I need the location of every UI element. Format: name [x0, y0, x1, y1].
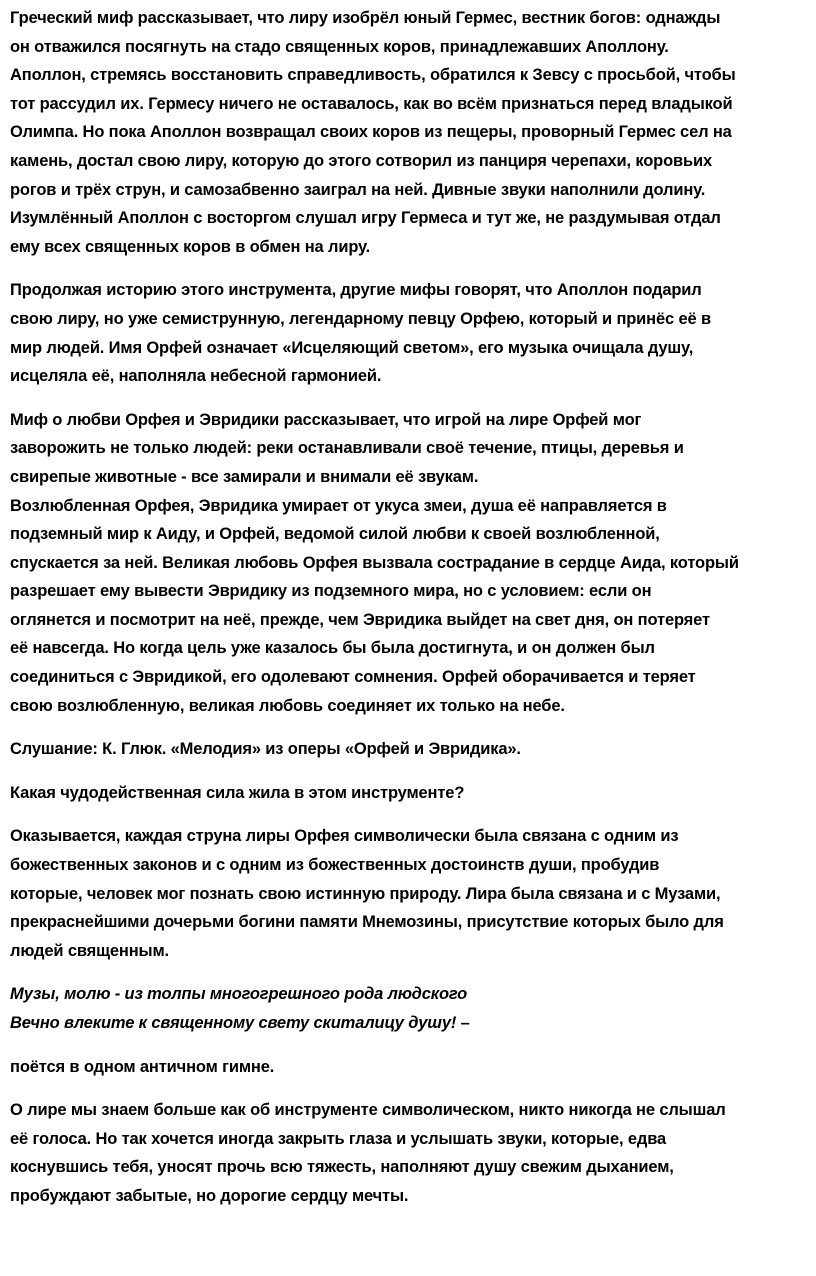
- text-line: Продолжая историю этого инструмента, другие мифы говорят, что Аполлон подарил: [10, 281, 702, 300]
- paragraph-orpheus-eurydice-love: [10, 406, 814, 492]
- text-line: Какая чудодейственная сила жила в этом инструменте?: [10, 783, 465, 802]
- text-line: ему всех священных коров в обмен на лиру.: [10, 237, 371, 256]
- text-line: пробуждают забытые, но дорогие сердцу мечты.: [10, 1186, 409, 1205]
- text-line: божественных законов и с одним из божественных достоинств души, пробудив: [10, 856, 660, 875]
- quote-dash: –: [456, 1014, 470, 1032]
- text-line: свою возлюбленную, великая любовь соединяет их только на небе.: [10, 696, 565, 715]
- paragraph-lyre-strings: [10, 822, 814, 965]
- text-line: прекраснейшими дочерьми богини памяти Мнемозины, присутствие которых было для: [10, 913, 724, 932]
- text-line: поётся в одном античном гимне.: [10, 1057, 275, 1076]
- text-line: Возлюбленная Орфея, Эвридика умирает от укуса змеи, душа её направляется в: [10, 496, 667, 515]
- text-line: спускается за ней. Великая любовь Орфея вызвала сострадание в сердце Аида, который: [10, 553, 739, 572]
- text-line: Миф о любви Орфея и Эвридики рассказывает, что игрой на лире Орфей мог: [10, 410, 642, 429]
- text-line: О лире мы знаем больше как об инструменте символическом, никто никогда не слышал: [10, 1101, 726, 1120]
- text-line: коснувшись тебя, уносят прочь всю тяжесть, наполняют душу свежим дыханием,: [10, 1158, 674, 1177]
- text-line: свирепые животные - все замирали и внимали её звукам.: [10, 467, 479, 486]
- text-line: Оказывается, каждая струна лиры Орфея символически была связана с одним из: [10, 827, 679, 846]
- text-line: заворожить не только людей: реки останавливали своё течение, птицы, деревья и: [10, 439, 684, 458]
- text-line: разрешает ему вывести Эвридику из подземного мира, но с условием: если он: [10, 582, 652, 601]
- text-line: мир людей. Имя Орфей означает «Исцеляющий светом», его музыка очищала душу,: [10, 338, 694, 357]
- text-line: соединиться с Эвридикой, его одолевают сомнения. Орфей оборачивается и теряет: [10, 668, 696, 687]
- text-line: Олимпа. Но пока Аполлон возвращал своих коров из пещеры, проворный Гермес сел на: [10, 123, 732, 142]
- text-line: Слушание: К. Глюк. «Мелодия» из оперы «Орфей и Эвридика».: [10, 740, 521, 759]
- text-line: которые, человек мог познать свою истинную природу. Лира была связана и с Музами,: [10, 884, 721, 903]
- text-line: свою лиру, но уже семиструнную, легендарному певцу Орфею, который и принёс её в: [10, 309, 711, 328]
- text-line: камень, достал свою лиру, которую до этого сотворил из панциря черепахи, коровьих: [10, 151, 713, 170]
- paragraph-orpheus-lyre: [10, 276, 814, 390]
- text-line: её голоса. Но так хочется иногда закрыть глаза и услышать звуки, которые, едва: [10, 1129, 667, 1148]
- text-line: Изумлённый Аполлон с восторгом слушал игру Гермеса и тут же, не раздумывая отдал: [10, 209, 721, 228]
- quote-text: Вечно влеките к священному свету скиталицу душу!: [10, 1014, 457, 1032]
- text-line: её навсегда. Но когда цель уже казалось бы была достигнута, и он должен был: [10, 639, 655, 658]
- text-line: он отважился посягнуть на стадо священных коров, принадлежавших Аполлону.: [10, 37, 669, 56]
- hymn-quote: [10, 980, 814, 1037]
- document-page: [10, 4, 814, 1226]
- paragraph-eurydice-underworld: [10, 492, 814, 721]
- paragraph-final: [10, 1096, 814, 1210]
- paragraph-after-quote: [10, 1053, 814, 1082]
- text-line: Греческий миф рассказывает, что лиру изобрёл юный Гермес, вестник богов: однажды: [10, 9, 721, 27]
- text-line: тот рассудил их. Гермесу ничего не оставалось, как во всём признаться перед владыкой: [10, 94, 733, 113]
- text-line: подземный мир к Аиду, и Орфей, ведомой силой любви к своей возлюбленной,: [10, 525, 660, 544]
- text-line: рогов и трёх струн, и самозабвенно заиграл на ней. Дивные звуки наполнили долину.: [10, 180, 706, 199]
- quote-line: Музы, молю - из толпы многогрешного рода людского: [10, 985, 468, 1004]
- text-line: исцеляла её, наполняла небесной гармонией.: [10, 367, 382, 386]
- paragraph-hermes-myth: [10, 4, 814, 261]
- paragraph-question: [10, 779, 814, 808]
- paragraph-listening: [10, 735, 814, 764]
- text-line: людей священным.: [10, 941, 169, 960]
- quote-line: [10, 1009, 814, 1038]
- text-line: оглянется и посмотрит на неё, прежде, чем Эвридика выйдет на свет дня, он потеряет: [10, 610, 710, 629]
- text-line: Аполлон, стремясь восстановить справедливость, обратился к Зевсу с просьбой, чтобы: [10, 66, 736, 85]
